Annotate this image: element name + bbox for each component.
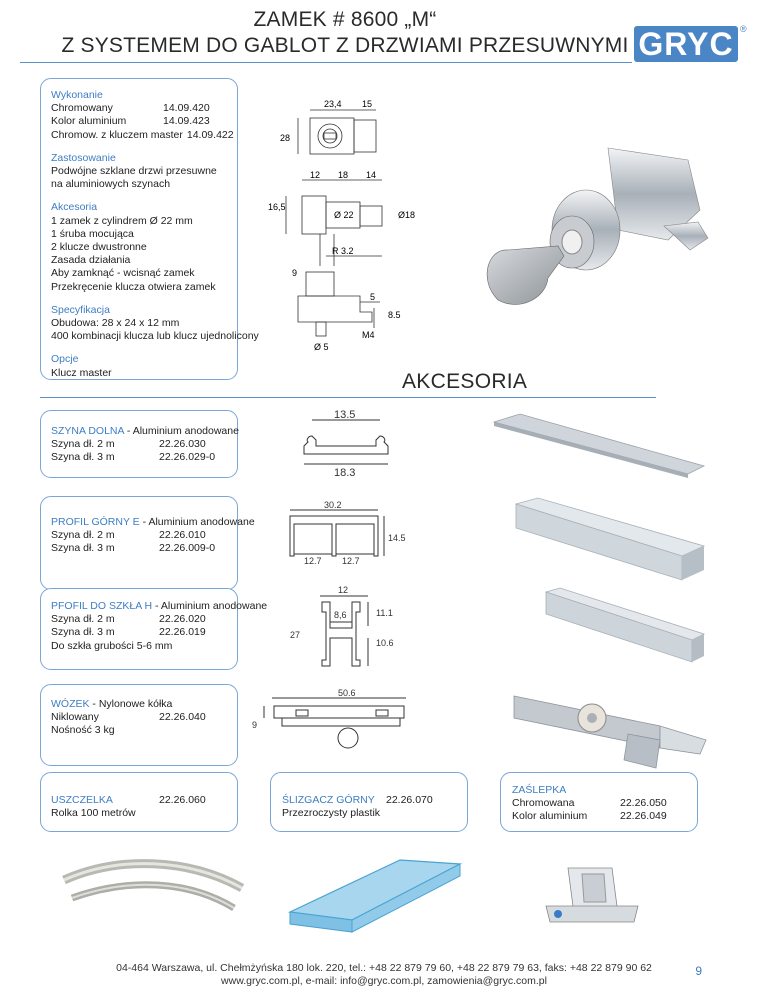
dim-label: 5 xyxy=(370,292,376,302)
szyna-dolna-photo xyxy=(490,408,710,478)
page-title-line1: ZAMEK # 8600 „M“ xyxy=(253,8,437,31)
product-text xyxy=(51,600,267,653)
label-wykonanie: Wykonanie xyxy=(51,89,103,101)
product-name: WÓZEK xyxy=(51,698,90,710)
akcesoria-line: Aby zamknąć - wcisnąć zamek xyxy=(51,267,195,280)
product-item xyxy=(51,438,239,451)
product-item xyxy=(51,529,255,542)
item-code: 22.26.060 xyxy=(159,794,206,806)
variant-code: 14.09.422 xyxy=(186,128,234,141)
dim-label: 14.5 xyxy=(388,533,406,543)
label-akcesoria: Akcesoria xyxy=(51,201,98,214)
footer-contacts: www.gryc.com.pl, e-mail: info@gryc.com.pl, zamowienia@gryc.com.pl xyxy=(221,975,547,987)
lock-photo xyxy=(468,130,728,320)
product-desc: - Aluminium anodowane xyxy=(152,600,268,612)
dim-label: 13.5 xyxy=(334,409,356,421)
product-item xyxy=(51,542,255,555)
item-code: 22.26.010 xyxy=(159,529,206,542)
product-text xyxy=(51,794,206,820)
product-item xyxy=(512,797,667,810)
dim-label: 12.7 xyxy=(342,556,360,566)
item-code: 22.26.070 xyxy=(386,794,433,806)
dim-label: 23,4 xyxy=(324,99,342,109)
dim-label: 12 xyxy=(338,585,349,595)
akcesoria-line: Zasada działania xyxy=(51,254,131,267)
product-name: PFOFIL DO SZKŁA H xyxy=(51,600,153,612)
product-name: ŚLIZGACZ GÓRNY xyxy=(282,794,375,806)
dim-label: 11.1 xyxy=(376,608,393,618)
dim-label: 9 xyxy=(252,720,258,730)
dim-label: 14 xyxy=(366,170,377,180)
variant-row xyxy=(51,102,259,115)
product-note: Do szkła grubości 5-6 mm xyxy=(51,639,173,652)
section-divider xyxy=(40,397,656,398)
item-name: Szyna dł. 3 m xyxy=(51,626,115,639)
product-text xyxy=(282,794,433,820)
product-sub: Rolka 100 metrów xyxy=(51,807,136,820)
akcesoria-line: 1 śruba mocująca xyxy=(51,227,134,240)
product-header-row xyxy=(51,794,206,807)
specyfikacja-line: Obudowa: 28 x 24 x 12 mm xyxy=(51,317,180,330)
item-name: Szyna dł. 3 m xyxy=(51,451,115,464)
product-desc: - Nylonowe kółka xyxy=(89,698,173,710)
lock-technical-drawing xyxy=(262,96,432,356)
dim-label: Ø18 xyxy=(398,210,416,220)
uszczelka-photo xyxy=(58,846,248,922)
dim-label: 16,5 xyxy=(268,202,286,212)
dim-label: 18 xyxy=(338,170,349,180)
item-code: 22.26.009-0 xyxy=(159,542,216,555)
dim-label: Ø 22 xyxy=(334,210,354,220)
product-text xyxy=(51,516,255,556)
item-name: Szyna dł. 2 m xyxy=(51,613,115,626)
wozek-drawing xyxy=(252,688,422,762)
variant-code: 14.09.420 xyxy=(163,102,210,115)
header-divider xyxy=(20,62,632,63)
product-item xyxy=(51,711,206,724)
item-name: Szyna dł. 2 m xyxy=(51,438,115,451)
lock-spec-text xyxy=(51,89,259,380)
opcje-line: Klucz master xyxy=(51,366,112,379)
item-name: Kolor aluminium xyxy=(512,810,588,823)
product-text xyxy=(51,698,206,738)
item-code: 22.26.030 xyxy=(159,438,206,451)
variant-name: Kolor aluminium xyxy=(51,115,127,128)
zaslepka-photo xyxy=(538,862,648,938)
dim-label: M4 xyxy=(362,330,375,340)
dim-label: 15 xyxy=(362,99,373,109)
product-item xyxy=(51,451,239,464)
akcesoria-line: 1 zamek z cylindrem Ø 22 mm xyxy=(51,214,193,227)
item-code: 22.26.020 xyxy=(159,613,206,626)
product-text xyxy=(512,784,667,824)
item-code: 22.26.040 xyxy=(159,711,206,724)
item-code: 22.26.049 xyxy=(620,810,667,823)
registered-mark: ® xyxy=(740,24,747,34)
product-name: SZYNA DOLNA xyxy=(51,425,124,437)
slizgacz-photo xyxy=(280,842,470,938)
variant-row xyxy=(51,129,259,142)
profil-gorny-photo xyxy=(510,494,710,586)
dim-label: 8,6 xyxy=(334,610,347,620)
dim-label: 12 xyxy=(310,170,321,180)
product-name: PROFIL GÓRNY E xyxy=(51,516,140,528)
product-desc: - Aluminium anodowane xyxy=(139,516,255,528)
variant-row xyxy=(51,115,259,128)
label-specyfikacja: Specyfikacja xyxy=(51,303,110,316)
dim-label: 50.6 xyxy=(338,688,356,698)
product-sub: Przezroczysty plastik xyxy=(282,807,381,820)
product-text xyxy=(51,425,239,465)
item-code: 22.26.019 xyxy=(159,626,206,639)
product-name: USZCZELKA xyxy=(51,794,113,806)
akcesoria-line: 2 klucze dwustronne xyxy=(51,241,147,254)
variant-name: Chromow. z kluczem master xyxy=(51,128,183,141)
item-code: 22.26.050 xyxy=(620,797,667,810)
profil-h-photo xyxy=(540,586,710,666)
label-opcje: Opcje xyxy=(51,353,79,366)
dim-label: 10.6 xyxy=(376,638,394,648)
product-name: ZAŚLEPKA xyxy=(512,784,567,796)
dim-label: 12.7 xyxy=(304,556,322,566)
specyfikacja-line: 400 kombinacji klucza lub klucz ujednolicony xyxy=(51,330,259,343)
zastosowanie-line: na aluminiowych szynach xyxy=(51,178,171,191)
footer-address: 04-464 Warszawa, ul. Chełmżyńska 180 lok. 220, tel.: +48 22 879 79 60, +48 22 879 79 63, faks: +48 22 879 90 62 xyxy=(116,962,652,974)
dim-label: 18.3 xyxy=(334,467,356,478)
variant-code: 14.09.423 xyxy=(163,115,210,128)
variant-name: Chromowany xyxy=(51,102,113,115)
akcesoria-line: Przekręcenie klucza otwiera zamek xyxy=(51,280,216,293)
dim-label: 9 xyxy=(292,268,298,278)
dim-label: Ø 5 xyxy=(314,342,329,352)
label-zastosowanie: Zastosowanie xyxy=(51,151,116,164)
product-desc: - Aluminium anodowane xyxy=(123,425,239,437)
dim-label: 27 xyxy=(290,630,301,640)
dim-label: 8.5 xyxy=(388,310,401,320)
item-name: Szyna dł. 2 m xyxy=(51,529,115,542)
item-name: Szyna dł. 3 m xyxy=(51,542,115,555)
dim-label: R 3.2 xyxy=(332,246,354,256)
item-name: Niklowany xyxy=(51,711,99,724)
wozek-photo xyxy=(510,682,710,772)
dim-label: 30.2 xyxy=(324,500,342,510)
dim-label: 28 xyxy=(280,133,291,143)
page-title-line2: Z SYSTEMEM DO GABLOT Z DRZWIAMI PRZESUWNYMI xyxy=(61,34,629,57)
page-number: 9 xyxy=(695,964,702,978)
product-item xyxy=(512,810,667,823)
product-note: Nośność 3 kg xyxy=(51,724,115,737)
zastosowanie-line: Podwójne szklane drzwi przesuwne xyxy=(51,165,217,178)
szyna-dolna-drawing xyxy=(296,408,396,478)
item-name: Chromowana xyxy=(512,797,575,810)
brand-logo: GRYC xyxy=(634,26,738,62)
product-header-row xyxy=(282,794,433,807)
section-title-akcesoria: AKCESORIA xyxy=(402,370,528,393)
profil-h-drawing xyxy=(282,582,412,668)
product-item xyxy=(51,613,267,626)
product-item xyxy=(51,626,267,639)
item-code: 22.26.029-0 xyxy=(159,451,216,464)
profil-gorny-drawing xyxy=(284,498,414,568)
